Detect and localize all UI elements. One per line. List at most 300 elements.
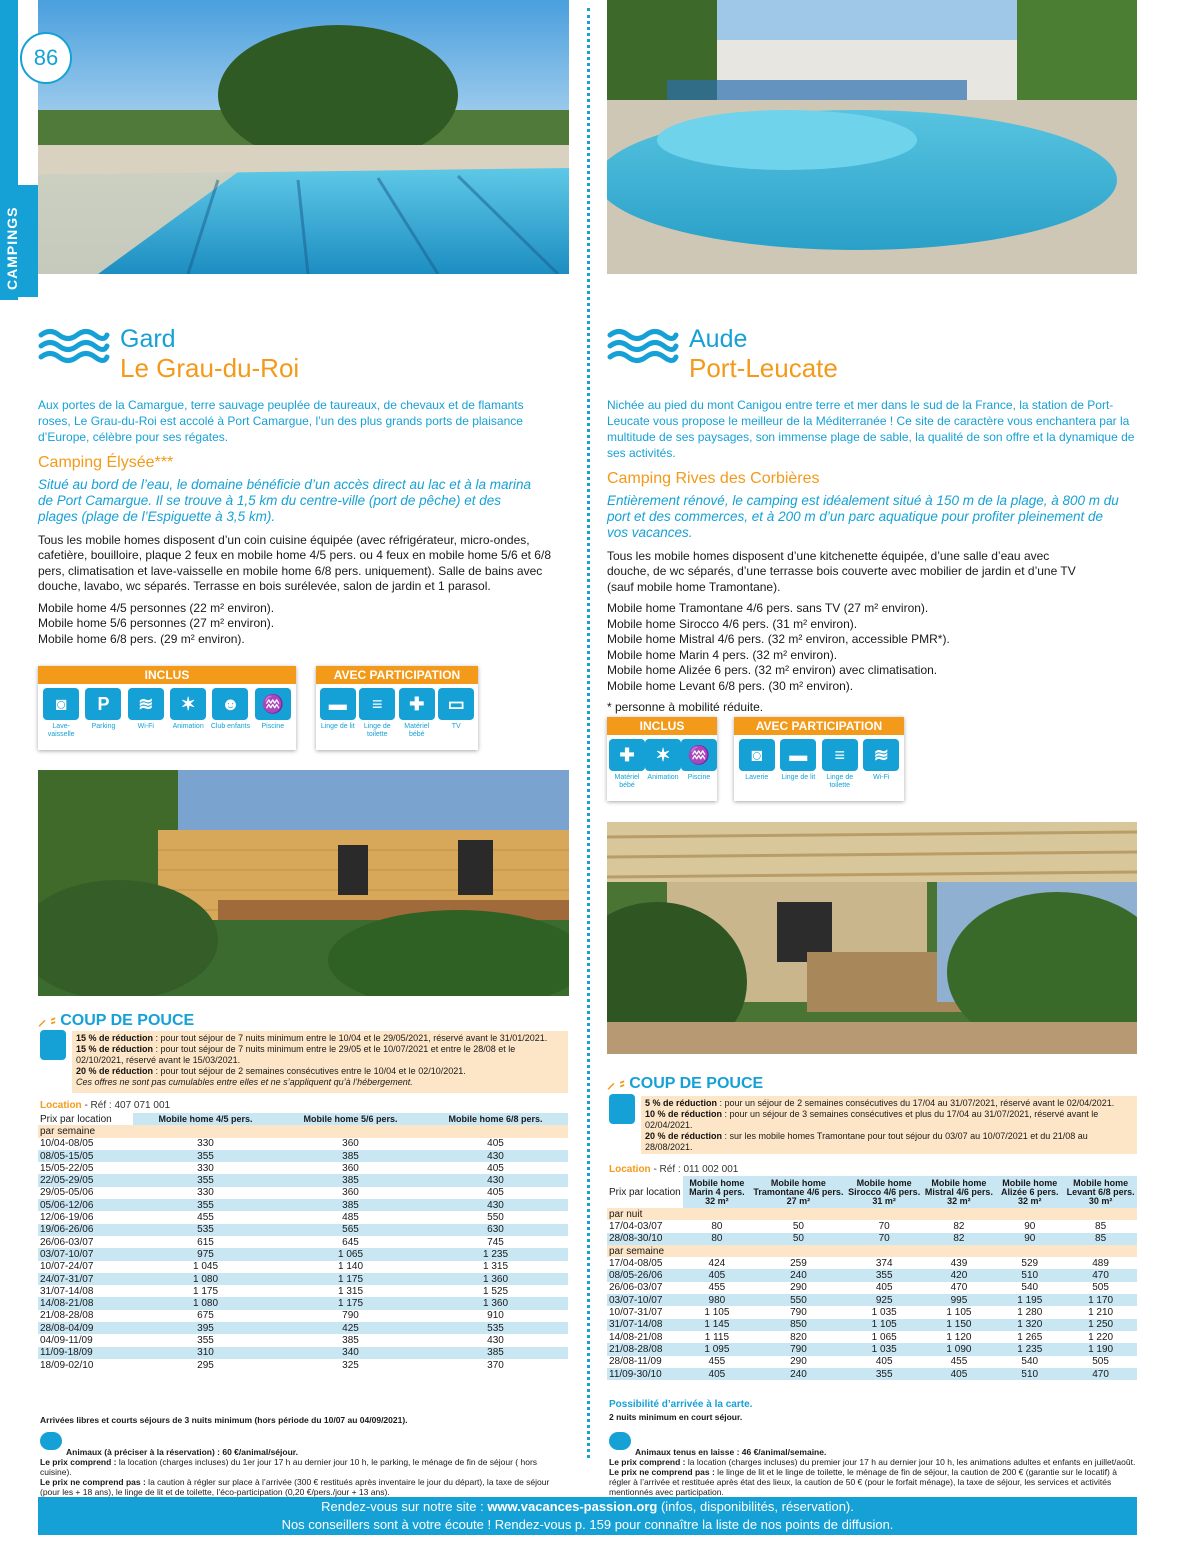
- price-cell: 1 045: [192, 1261, 219, 1273]
- right-column: [607, 325, 1137, 722]
- price-cell: 1 175: [278, 1273, 423, 1285]
- table-row: [38, 1211, 568, 1223]
- price-cell: 540: [1021, 1282, 1039, 1294]
- wifi-icon: ≋: [128, 688, 164, 720]
- date-cell: 18/09-02/10: [40, 1359, 94, 1371]
- price-cell: 1 320: [995, 1319, 1064, 1331]
- price-includes: Le prix comprend : la location (charges incluses) du 1er jour 17 h au dernier jour 10 h, le parking, le ménage de fin de séjour ( hors cuisine).: [40, 1457, 538, 1477]
- price-cell: 355: [133, 1150, 278, 1162]
- unit-list: [38, 601, 563, 648]
- amenity-label: Linge de lit: [320, 723, 355, 730]
- price-cell: 430: [423, 1150, 568, 1162]
- footnote: * personne à mobilité réduite.: [607, 700, 764, 714]
- price-cell: 360: [342, 1138, 359, 1150]
- price-cell: 630: [423, 1224, 568, 1236]
- offers-left: [72, 1031, 568, 1093]
- price-cell: 565: [278, 1224, 423, 1236]
- price-cell: 510: [995, 1269, 1064, 1281]
- unit-item: Mobile home Mistral 4/6 pers. (32 m² environ, accessible PMR*).: [607, 632, 950, 646]
- price-includes: Le prix comprend : la location (charges incluses) du premier jour 17 h au dernier jour 10 h, les animations adultes et enfants en juillet/août.: [609, 1457, 1136, 1467]
- price-cell: 1 315: [337, 1285, 364, 1297]
- date-cell: 17/04-08/05: [609, 1257, 663, 1269]
- price-cell: 455: [950, 1356, 968, 1368]
- period-label: par semaine: [38, 1125, 568, 1137]
- table-row: [607, 1319, 1137, 1331]
- date-cell: 15/05-22/05: [40, 1162, 94, 1174]
- city-name: Le Grau-du-Roi: [120, 353, 300, 383]
- offer-item: 15 % de réduction : pour tout séjour de 7 nuits minimum entre le 29/05 et le 10/07/2021 et entre le 28/08 et le 02/10/2021, réservé avant le 15/03/2021.: [76, 1044, 516, 1065]
- price-cell: 1 115: [704, 1331, 730, 1343]
- table-row: [38, 1174, 568, 1186]
- dishwasher-icon: ◙: [43, 688, 79, 720]
- date-cell: 24/07-31/07: [38, 1273, 133, 1285]
- price-cell: 424: [708, 1257, 726, 1269]
- unit-item: Mobile home Levant 6/8 pers. (30 m² environ).: [607, 678, 854, 693]
- table-row: [607, 1294, 1137, 1306]
- column-header: Mobile home 4/5 pers.: [133, 1113, 278, 1125]
- location-ref-left: Location - Réf : 407 071 001: [40, 1100, 171, 1111]
- wifi-amenity: [861, 739, 903, 790]
- price-cell: 405: [487, 1187, 504, 1199]
- date-cell: 10/04-08/05: [40, 1138, 94, 1150]
- date-cell: 28/08-30/10: [607, 1233, 683, 1245]
- price-cell: 1 250: [1064, 1319, 1137, 1331]
- date-cell: 17/04-03/07: [609, 1220, 663, 1232]
- unit-item: Mobile home 6/8 pers. (29 m² environ).: [38, 631, 245, 646]
- footer-line-1: Rendez-vous sur notre site : www.vacances-passion.org (infos, disponibilités, réservation).: [321, 1499, 854, 1514]
- camping-description: [607, 549, 1087, 716]
- animals-note: Animaux tenus en laisse : 46 €/animal/semaine.: [635, 1447, 827, 1457]
- price-cell: 1 360: [423, 1273, 568, 1285]
- column-header: Mobile home Tramontane 4/6 pers. 27 m²: [751, 1176, 846, 1208]
- arrivals-note-left: Arrivées libres et courts séjours de 3 nuits minimum (hors période du 10/07 au 04/09/2021).: [40, 1415, 408, 1425]
- price-label: Prix par location: [38, 1113, 133, 1125]
- unit-item: Mobile home Alizée 6 pers. (32 m² environ) avec climatisation.: [607, 663, 938, 677]
- price-cell: 1 080: [133, 1297, 278, 1309]
- bed-linen-amenity: [318, 688, 358, 739]
- price-cell: 430: [423, 1174, 568, 1186]
- inclus-header: INCLUS: [607, 717, 717, 735]
- spark-icon: ⸝ ⸗: [38, 1012, 61, 1029]
- price-cell: 1 120: [946, 1331, 972, 1343]
- date-cell: 22/05-29/05: [38, 1174, 133, 1186]
- mobile-home-photo-right: [607, 822, 1137, 1054]
- date-cell: 21/08-28/08: [40, 1310, 94, 1322]
- price-cell: 90: [1024, 1220, 1036, 1232]
- price-cell: 535: [133, 1224, 278, 1236]
- price-cell: 790: [790, 1307, 807, 1319]
- coup-title: COUP DE POUCE: [629, 1075, 764, 1092]
- price-excludes: Le prix ne comprend pas : le linge de lit et le linge de toilette, le ménage de fin de séjour, la caution de 200 € (garantie sur le locatif) à régler à l’arrivée et restituée après état des lieux, la caution de 50 € (pour le forfait ménage), la taxe de séjour, les services et activités mentionnés avec participation.: [609, 1467, 1117, 1497]
- date-cell: 04/09-11/09: [40, 1334, 93, 1346]
- animation-amenity: [645, 739, 681, 790]
- price-cell: 925: [846, 1294, 923, 1306]
- period-label: par semaine: [607, 1245, 1137, 1257]
- price-cell: 290: [790, 1282, 807, 1294]
- arrivals-note-right: [609, 1400, 752, 1422]
- amenity-label: Laverie: [745, 774, 769, 781]
- price-cell: 1 220: [1088, 1331, 1114, 1343]
- arrivals-text: Possibilité d’arrivée à la carte.: [609, 1399, 753, 1410]
- price-cell: 290: [790, 1356, 807, 1368]
- price-cell: 505: [1092, 1282, 1109, 1294]
- price-cell: 405: [683, 1368, 751, 1380]
- price-cell: 540: [1021, 1356, 1039, 1368]
- column-header: Mobile home Sirocco 4/6 pers. 31 m²: [846, 1176, 923, 1208]
- unit-item: Mobile home 4/5 personnes (22 m² environ).: [38, 600, 275, 615]
- participation-header: AVEC PARTICIPATION: [734, 717, 904, 735]
- conditions-left: [40, 1447, 570, 1497]
- offer-item: 20 % de réduction : pour tout séjour de 2 semaines consécutives entre le 10/04 et le 02/10/2021.: [76, 1066, 466, 1076]
- side-label: CAMPINGS: [4, 206, 20, 290]
- date-cell: 26/06-03/07: [609, 1282, 663, 1294]
- coup-title: COUP DE POUCE: [60, 1012, 195, 1029]
- pool-icon: ♒: [255, 688, 291, 720]
- date-cell: 11/09-30/10: [607, 1368, 683, 1380]
- amenity-label: Wi-Fi: [873, 774, 890, 781]
- laundry-icon: ◙: [739, 739, 775, 771]
- footer-banner: [38, 1497, 1137, 1535]
- participation-box-right: [734, 717, 904, 801]
- date-cell: 26/06-03/07: [40, 1236, 94, 1248]
- towel-amenity: [358, 688, 398, 739]
- table-row: [38, 1138, 568, 1150]
- participation-header: AVEC PARTICIPATION: [316, 666, 478, 684]
- animation-amenity: [167, 688, 209, 739]
- table-row: [607, 1331, 1137, 1343]
- price-cell: 470: [1064, 1269, 1137, 1281]
- table-row: [38, 1359, 568, 1371]
- offer-item: 20 % de réduction : sur les mobile homes Tramontane pour tout séjour du 03/07 au 10/07/2021 et du 21/08 au 28/08/2021.: [645, 1131, 1088, 1152]
- table-row: [607, 1368, 1137, 1380]
- price-cell: 385: [423, 1347, 568, 1359]
- price-cell: 240: [751, 1269, 846, 1281]
- waves-icon: [607, 325, 679, 365]
- date-cell: 08/05-26/06: [607, 1269, 683, 1281]
- intro-text: Aux portes de la Camargue, terre sauvage peuplée de taureaux, de chevaux et de flamants roses, Le Grau-du-Roi est accolé à Port Camargue, l’un des plus grands ports de plaisance d’Europe, célèbre pour ses régates.: [38, 398, 524, 444]
- amenity-label: TV: [451, 723, 461, 730]
- price-table-left: [38, 1113, 568, 1371]
- website-link[interactable]: www.vacances-passion.org: [487, 1499, 658, 1514]
- price-cell: 529: [1021, 1257, 1039, 1269]
- price-cell: 405: [875, 1282, 893, 1294]
- bed-linen-icon: ▬: [320, 688, 356, 720]
- price-cell: 1 170: [1064, 1294, 1137, 1306]
- left-column: [38, 325, 568, 647]
- price-cell: 1 140: [337, 1261, 364, 1273]
- location-ref-right: Location - Réf : 011 002 001: [609, 1164, 739, 1175]
- price-cell: 385: [278, 1174, 423, 1186]
- price-cell: 470: [950, 1282, 968, 1294]
- price-cell: 355: [133, 1199, 278, 1211]
- table-row: [38, 1334, 568, 1346]
- baby-gear-icon: ✚: [609, 739, 645, 771]
- date-cell: 19/06-26/06: [38, 1224, 133, 1236]
- unit-item: Mobile home 5/6 personnes (27 m² environ).: [38, 616, 275, 630]
- pool-amenity: [681, 739, 717, 790]
- price-cell: 1 090: [923, 1343, 996, 1355]
- offer-item: 15 % de réduction : pour tout séjour de 7 nuits minimum entre le 10/04 et le 29/05/2021, réservé avant le 31/01/2021.: [76, 1033, 548, 1043]
- price-cell: 295: [197, 1359, 214, 1371]
- price-cell: 550: [751, 1294, 846, 1306]
- date-cell: 14/08-21/08: [609, 1331, 663, 1343]
- price-cell: 439: [950, 1257, 968, 1269]
- description-text: Tous les mobile homes disposent d’un coin cuisine équipée (avec réfrigérateur, micro-ondes, cafetière, bouilloire, plaque 2 feux en mobile home 4/5 pers. ou 4 feux en mobile home 5/6 et 6/8 pers, climatisation et lave-vaisselle en mobile home 6/8 pers. uniquement). Salle de bains avec douche, lavabo, wc séparés. Terrasse en bois surélevée, salon de jardin et 1 parasol.: [38, 532, 551, 593]
- table-row: [607, 1356, 1137, 1368]
- coup-de-pouce-left: [38, 1008, 194, 1030]
- price-cell: 430: [423, 1199, 568, 1211]
- amenity-label: Matériel bébé: [614, 774, 640, 789]
- date-cell: 21/08-28/08: [607, 1343, 683, 1355]
- price-cell: 330: [197, 1138, 214, 1150]
- price-cell: 85: [1095, 1220, 1107, 1232]
- table-row: [607, 1269, 1137, 1281]
- pool-photo-right: [607, 0, 1137, 274]
- table-row: [38, 1297, 568, 1309]
- price-cell: 310: [133, 1347, 278, 1359]
- waves-icon: [38, 325, 110, 365]
- price-cell: 355: [197, 1334, 214, 1346]
- price-cell: 240: [751, 1368, 846, 1380]
- column-header: Mobile home Mistral 4/6 pers. 32 m²: [923, 1176, 996, 1208]
- unit-item: Mobile home Tramontane 4/6 pers. sans TV (27 m² environ).: [607, 601, 929, 615]
- date-cell: 31/07-14/08: [607, 1319, 683, 1331]
- region-name: Aude: [689, 325, 748, 353]
- price-cell: 790: [751, 1343, 846, 1355]
- column-header: Mobile home 5/6 pers.: [278, 1113, 423, 1125]
- price-cell: 355: [846, 1368, 923, 1380]
- amenity-label: Animation: [172, 723, 204, 730]
- price-cell: 1 065: [871, 1331, 897, 1343]
- price-cell: 80: [711, 1220, 723, 1232]
- table-row: [38, 1236, 568, 1248]
- table-row: [38, 1261, 568, 1273]
- price-cell: 1 195: [995, 1294, 1064, 1306]
- amenity-label: Piscine: [687, 774, 711, 781]
- price-cell: 1 175: [192, 1285, 219, 1297]
- price-cell: 1 525: [482, 1285, 509, 1297]
- period-label: par nuit: [607, 1208, 1137, 1220]
- price-cell: 1 235: [423, 1248, 568, 1260]
- towel-icon: ≡: [359, 688, 395, 720]
- amenity-label: Club enfants: [210, 723, 251, 730]
- price-cell: 1 280: [1017, 1307, 1043, 1319]
- price-cell: 675: [197, 1310, 214, 1322]
- price-cell: 1 105: [846, 1319, 923, 1331]
- price-cell: 385: [278, 1150, 423, 1162]
- conditions-right: [609, 1447, 1139, 1497]
- date-cell: 05/06-12/06: [38, 1199, 133, 1211]
- price-cell: 1 035: [871, 1307, 897, 1319]
- thumbs-up-icon: [40, 1030, 66, 1060]
- amenity-label: Parking: [91, 723, 116, 730]
- table-row: [607, 1257, 1137, 1269]
- price-cell: 405: [487, 1138, 504, 1150]
- amenity-label: Piscine: [261, 723, 285, 730]
- table-row: [607, 1220, 1137, 1232]
- date-cell: 31/07-14/08: [40, 1285, 94, 1297]
- price-cell: 820: [790, 1331, 807, 1343]
- inclus-header: INCLUS: [38, 666, 296, 684]
- intro-text: Nichée au pied du mont Canigou entre terre et mer dans le sud de la France, la station de Port-Leucate vous propose le meilleur de la Méditerranée ! Ce site de caractère vous enchantera par la multitude de ses paysages, son immense plage de sable, la qualité de son offre et la dynamique de ses activités.: [607, 398, 1135, 460]
- table-row: [38, 1150, 568, 1162]
- price-cell: 615: [197, 1236, 214, 1248]
- animation-icon: ✶: [645, 739, 681, 771]
- inclus-box-right: [607, 717, 717, 801]
- price-cell: 1 065: [278, 1248, 423, 1260]
- price-cell: 455: [708, 1282, 726, 1294]
- amenity-label: Lave-vaisselle: [47, 723, 75, 738]
- date-cell: 11/09-18/09: [38, 1347, 133, 1359]
- price-cell: 1 105: [946, 1307, 972, 1319]
- price-cell: 510: [995, 1368, 1064, 1380]
- price-cell: 535: [423, 1322, 568, 1334]
- price-cell: 330: [197, 1162, 214, 1174]
- page-number: 86: [20, 32, 72, 84]
- footer-line-2: Nos conseillers sont à votre écoute ! Rendez-vous p. 159 pour connaître la liste de nos points de diffusion.: [281, 1517, 894, 1532]
- price-cell: 80: [683, 1233, 751, 1245]
- column-header: Mobile home Marin 4 pers. 32 m²: [683, 1176, 751, 1208]
- price-cell: 505: [1092, 1356, 1109, 1368]
- price-cell: 645: [342, 1236, 359, 1248]
- date-cell: 03/07-10/07: [38, 1248, 133, 1260]
- price-cell: 1 315: [482, 1261, 509, 1273]
- city-name: Port-Leucate: [689, 353, 838, 383]
- offer-item: 5 % de réduction : pour un séjour de 2 semaines consécutives du 17/04 au 31/07/2021, réservé avant le 02/04/2021.: [645, 1098, 1115, 1108]
- price-cell: 360: [342, 1187, 359, 1199]
- price-cell: 370: [487, 1359, 504, 1371]
- price-cell: 455: [197, 1212, 214, 1224]
- price-cell: 1 175: [278, 1297, 423, 1309]
- price-cell: 82: [923, 1233, 996, 1245]
- offer-item: 10 % de réduction : pour un séjour de 3 semaines consécutives et plus du 17/04 au 31/07/2021, réservé avant le 02/04/2021.: [645, 1109, 1099, 1130]
- price-cell: 430: [487, 1334, 504, 1346]
- pool-icon: ♒: [681, 739, 717, 771]
- spark-icon: ⸝ ⸗: [607, 1075, 630, 1092]
- towel-icon: ≡: [822, 739, 858, 771]
- bed-linen-icon: ▬: [780, 739, 816, 771]
- left-heading: [38, 325, 568, 383]
- animals-note: Animaux (à préciser à la réservation) : 60 €/animal/séjour.: [66, 1447, 298, 1457]
- table-row: [607, 1282, 1137, 1294]
- amenity-label: Linge de toilette: [826, 774, 854, 789]
- table-row: [38, 1248, 568, 1260]
- table-row: [38, 1224, 568, 1236]
- price-cell: 489: [1092, 1257, 1109, 1269]
- price-cell: 1 360: [423, 1297, 568, 1309]
- price-cell: 1 190: [1064, 1343, 1137, 1355]
- amenity-label: Linge de toilette: [363, 723, 391, 738]
- price-label: Prix par location: [607, 1176, 683, 1208]
- price-cell: 85: [1064, 1233, 1137, 1245]
- price-cell: 405: [487, 1162, 504, 1174]
- price-excludes: Le prix ne comprend pas : la caution à régler sur place à l’arrivée (300 € restitués après inventaire le jour du départ), la taxe de séjour (pour les + 18 ans), le linge de lit et de toilette, l’éco-participation (0,20 €/pers./jour + 13 ans).: [40, 1477, 550, 1497]
- date-cell: 28/08-04/09: [38, 1322, 133, 1334]
- price-cell: 405: [875, 1356, 893, 1368]
- table-row: [38, 1310, 568, 1322]
- price-cell: 50: [792, 1220, 804, 1232]
- unit-item: Mobile home Marin 4 pers. (32 m² environ).: [607, 647, 838, 662]
- date-cell: 08/05-15/05: [38, 1150, 133, 1162]
- price-cell: 420: [923, 1269, 996, 1281]
- wifi-icon: ≋: [863, 739, 899, 771]
- thumbs-up-icon: [609, 1094, 635, 1124]
- table-row: [38, 1347, 568, 1359]
- date-cell: 14/08-21/08: [38, 1297, 133, 1309]
- offers-note: Ces offres ne sont pas cumulables entre elles et ne s’appliquent qu’à l’hébergement.: [76, 1077, 413, 1087]
- animation-icon: ✶: [170, 688, 206, 720]
- camping-lead: Entièrement rénové, le camping est idéalement situé à 150 m de la plage, à 800 m du port et des commerces, et à 200 m d’un parc aquatique pour profiter pleinement de vos vacances.: [607, 492, 1119, 540]
- price-cell: 1 145: [683, 1319, 751, 1331]
- date-cell: 03/07-10/07: [607, 1294, 683, 1306]
- price-cell: 470: [1064, 1368, 1137, 1380]
- column-header: Mobile home Alizée 6 pers. 32 m²: [995, 1176, 1064, 1208]
- parking-amenity: [82, 688, 124, 739]
- camping-name: Camping Élysée***: [38, 454, 174, 471]
- table-row: [607, 1233, 1137, 1245]
- price-cell: 360: [342, 1162, 359, 1174]
- towel-amenity: [819, 739, 861, 790]
- kids-club-amenity: [209, 688, 251, 739]
- price-cell: 259: [790, 1257, 807, 1269]
- amenity-label: Linge de lit: [781, 774, 816, 781]
- table-row: [38, 1322, 568, 1334]
- description-text: Tous les mobile homes disposent d’une kitchenette équipée, d’une salle d’eau avec douche, de wc séparés, d’une terrasse bois couverte avec mobilier de jardin et d’une TV (sauf mobile home Tramontane).: [607, 548, 1076, 594]
- price-cell: 455: [708, 1356, 726, 1368]
- price-cell: 330: [197, 1187, 214, 1199]
- baby-gear-amenity: [397, 688, 437, 739]
- amenity-label: Matériel bébé: [404, 723, 430, 738]
- pool-photo-left: [38, 0, 569, 274]
- column-divider: [587, 8, 590, 1458]
- mobile-home-photo-left: [38, 770, 569, 996]
- table-row: [38, 1199, 568, 1211]
- price-cell: 790: [342, 1310, 359, 1322]
- price-cell: 550: [487, 1212, 504, 1224]
- column-header: Mobile home Levant 6/8 pers. 30 m²: [1064, 1176, 1137, 1208]
- date-cell: 10/07-24/07: [40, 1261, 94, 1273]
- price-cell: 745: [487, 1236, 504, 1248]
- price-cell: 340: [278, 1347, 423, 1359]
- camping-lead: Situé au bord de l’eau, le domaine bénéficie d’un accès direct au lac et à la marina de Port Camargue. Il se trouve à 1,5 km du centre-ville (port de pêche) et des plages (plage de l’Espiguette à 3,5 km).: [38, 476, 532, 524]
- price-cell: 1 080: [133, 1273, 278, 1285]
- baby-gear-icon: ✚: [399, 688, 435, 720]
- table-row: [38, 1285, 568, 1297]
- price-cell: 1 265: [1017, 1331, 1043, 1343]
- unit-item: Mobile home Sirocco 4/6 pers. (31 m² environ).: [607, 616, 858, 631]
- unit-list: [607, 601, 1087, 694]
- price-cell: 425: [278, 1322, 423, 1334]
- price-cell: 355: [133, 1174, 278, 1186]
- amenity-label: Wi-Fi: [137, 723, 154, 730]
- offers-right: [641, 1096, 1137, 1154]
- price-cell: 325: [342, 1359, 359, 1371]
- price-cell: 1 210: [1088, 1307, 1114, 1319]
- price-cell: 1 150: [923, 1319, 996, 1331]
- table-row: [607, 1343, 1137, 1355]
- price-cell: 485: [342, 1212, 359, 1224]
- laundry-amenity: [736, 739, 778, 790]
- table-row: [607, 1306, 1137, 1318]
- tv-amenity: [437, 688, 477, 739]
- price-cell: 995: [923, 1294, 996, 1306]
- participation-box-left: [316, 666, 478, 750]
- price-cell: 90: [995, 1233, 1064, 1245]
- price-cell: 850: [751, 1319, 846, 1331]
- date-cell: 10/07-31/07: [609, 1307, 663, 1319]
- date-cell: 12/06-19/06: [40, 1212, 94, 1224]
- price-cell: 385: [278, 1199, 423, 1211]
